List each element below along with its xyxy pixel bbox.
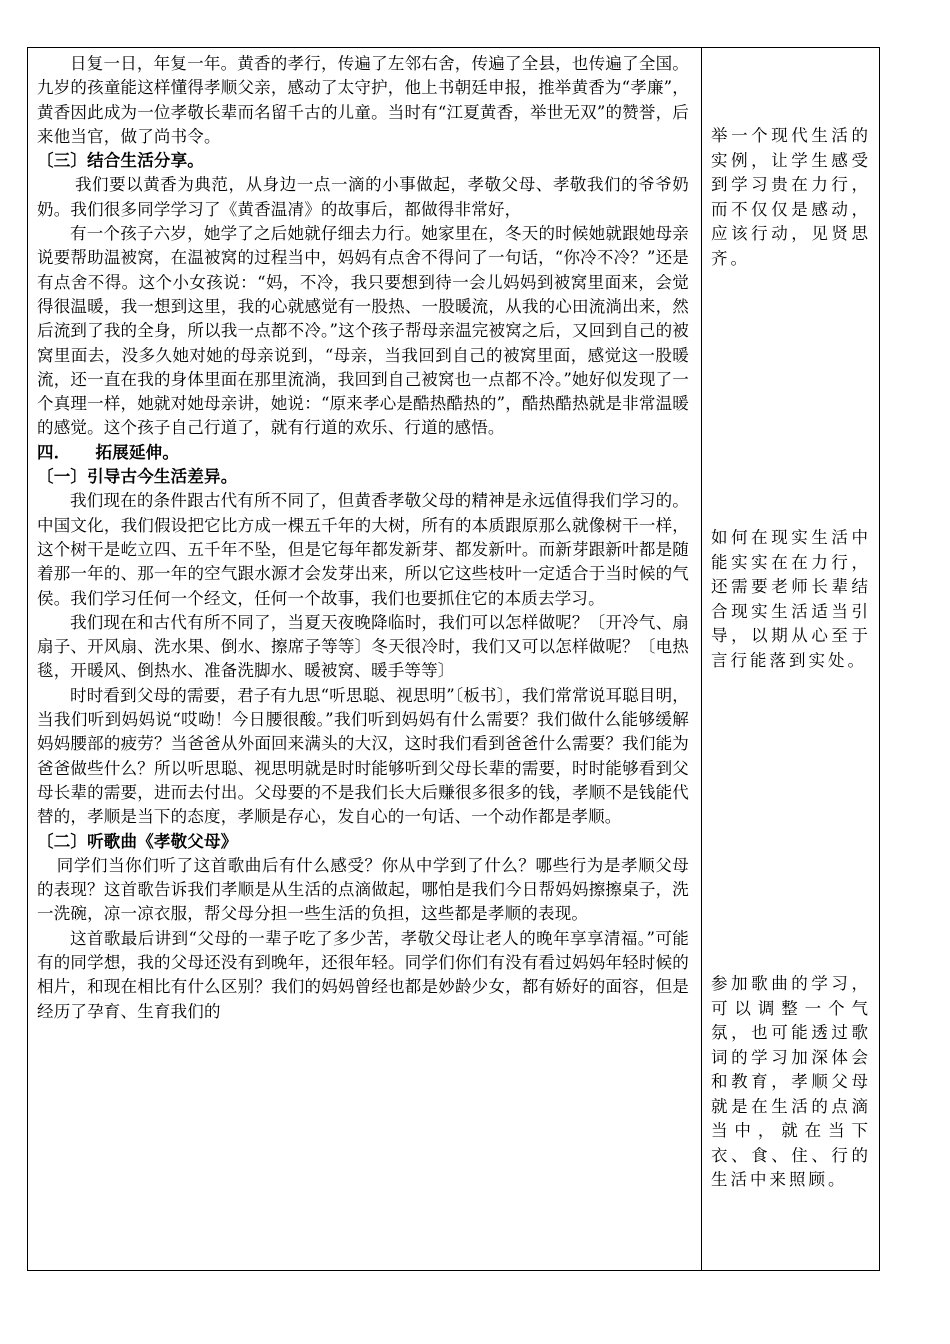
- section-heading: 〔三〕结合生活分享。: [37, 151, 204, 171]
- paragraph: 我们要以黄香为典范，从身边一点一滴的小事做起，孝敬父母、孝敬我们的爷爷奶奶。我们很多同学学习了《黄香温凊》的故事后，都做得非常好，: [37, 175, 689, 219]
- note-text: 参加歌曲的学习，可以调整一个气氛，也可能透过歌词的学习加深体会和教育，孝顺父母就是在生活的点滴当中，就在当下衣、食、住、行的生活中来照顾。: [711, 974, 871, 1189]
- column-divider: [701, 48, 702, 1270]
- paragraph: 日复一日，年复一年。黄香的孝行，传遍了左邻右舍，传遍了全县，也传遍了全国。九岁的孩童能这样懂得孝顺父亲，感动了太守护，他上书朝廷申报，推举黄香为“孝廉”，黄香因此成为一位孝敬长辈而名留千古的儿童。当时有“江夏黄香，举世无双”的赞誉，后来他当官，做了尚书令。: [37, 54, 689, 146]
- lesson-content-column: [37, 52, 689, 1024]
- paragraph: 这首歌最后讲到“父母的一辈子吃了多少苦，孝敬父母让老人的晚年享享清福。”可能有的同学想，我的父母还没有到晚年，还很年轻。同学们你们有没有看过妈妈年轻时候的相片，和现在相比有什么区别？我们的妈妈曾经也都是妙龄少女，都有娇好的面容，但是经历了孕育、生育我们的: [37, 928, 689, 1021]
- paragraph: 同学们当你们听了这首歌曲后有什么感受？你从中学到了什么？哪些行为是孝顺父母的表现？这首歌告诉我们孝顺是从生活的点滴做起，哪怕是我们今日帮妈妈擦擦桌子，洗一洗碗，凉一凉衣服，帮父母分担一些生活的负担，这些都是孝顺的表现。: [37, 855, 689, 924]
- note-text: 举一个现代生活的实例，让学生感受到学习贵在力行，而不仅仅是感动，应该行动，见贤思齐。: [711, 126, 871, 268]
- section-heading: 〔一〕引导古今生活差异。: [37, 467, 238, 487]
- section-heading: 〔二〕听歌曲《孝敬父母》: [37, 831, 238, 851]
- teaching-note: [711, 972, 871, 1193]
- teaching-note: [711, 124, 871, 271]
- paragraph: 我们现在的条件跟古代有所不同了，但黄香孝敬父母的精神是永远值得我们学习的。中国文化，我们假设把它比方成一棵五千年的大树，所有的本质跟原那么就像树干一样，这个树干是屹立四、五千年不坠，但是它每年都发新芽、都发新叶。而新芽跟新叶都是随着那一年的、那一年的空气跟水源才会发芽出来，所以它这些枝叶一定适合于当时候的气侯。我们学习任何一个经文，任何一个故事，我们也要抓住它的本质去学习。: [37, 491, 689, 608]
- lesson-table: [27, 47, 880, 1271]
- teaching-note: [711, 526, 871, 673]
- paragraph: 有一个孩子六岁，她学了之后她就仔细去力行。她家里在，冬天的时候她就跟她母亲说要帮助温被窝，在温被窝的过程当中，妈妈有点舍不得问了一句话，“你冷不冷？”还是有点舍不得。这个小女孩说：“妈，不冷，我只要想到待一会儿妈妈到被窝里面来，会觉得很温暖，我一想到这里，我的心就感觉有一股热、一股暖流，从我的心田流淌出来，然后流到了我的全身，所以我一点都不冷。”这个孩子帮母亲温完被窝之后，又回到自己的被窝里面去，没多久她对她的母亲说到，“母亲，当我回到自己的被窝里面，感觉这一股暖流，还一直在我的身体里面在那里流淌，我回到自己被窝也一点都不冷。”她好似发现了一个真理一样，她就对她母亲讲，她说：“原来孝心是酷热酷热的”，酷热酷热就是非常温暖的感觉。这个孩子自己行道了，就有行道的欢乐、行道的感悟。: [37, 224, 689, 438]
- paragraph: 时时看到父母的需要，君子有九思“听思聪、视思明”〔板书〕，我们常常说耳聪目明，当我们听到妈妈说“哎呦！今日腰很酸。”我们听到妈妈有什么需要？我们做什么能够缓解妈妈腰部的疲劳？当爸爸从外面回来满头的大汉，这时我们看到爸爸什么需要？我们能为爸爸做些什么？所以听思聪、视思明就是时时能够听到父母长辈的需要，时时能够看到父母长辈的需要，进而去付出。父母要的不是我们长大后赚很多很多的钱，孝顺不是钱能代替的，孝顺是当下的态度，孝顺是存心，发自心的一句话、一个动作都是孝顺。: [37, 685, 689, 827]
- paragraph: 我们现在和古代有所不同了，当夏天夜晚降临时，我们可以怎样做呢？〔开冷气、扇扇子、开风扇、洗水果、倒水、擦席子等等〕冬天很冷时，我们又可以怎样做呢？〔电热毯，开暖风、倒热水、准备洗脚水、暖被窝、暖手等等〕: [37, 612, 689, 681]
- note-text: 如何在现实生活中能实实在在力行，还需要老师长辈结合现实生活适当引导，以期从心至于言行能落到实处。: [711, 528, 871, 670]
- section-heading: 四． 拓展延伸。: [37, 442, 180, 462]
